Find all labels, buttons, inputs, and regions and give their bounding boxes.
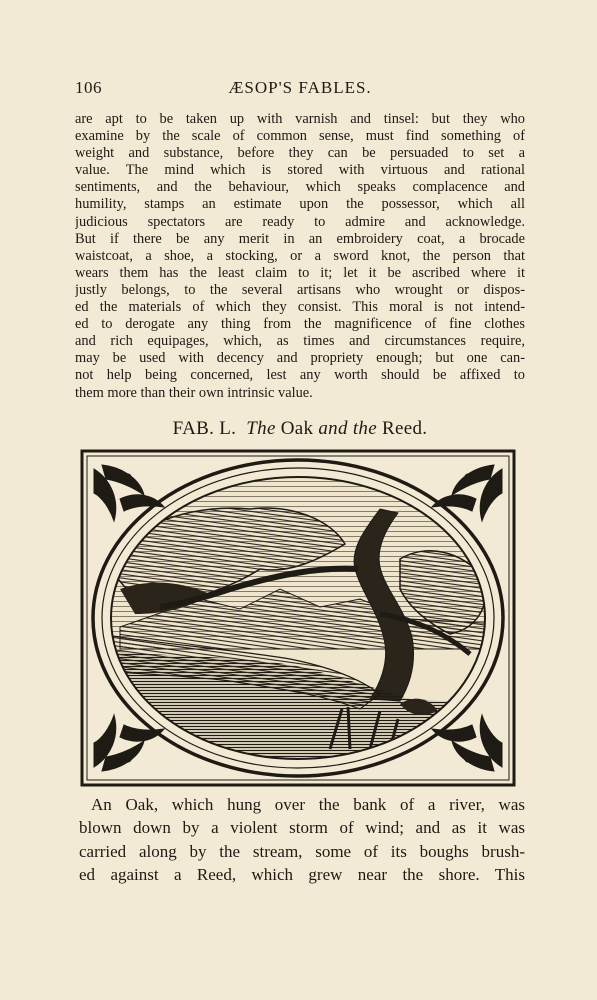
text-line: wears them has the least claim to it; let it be ascribed where it (75, 264, 525, 281)
text-line: justly belongs, to the several artisans who wrought or dispos- (75, 281, 525, 298)
title-word: The (246, 418, 276, 439)
text-line: are apt to be taken up with varnish and tinsel: but they who (75, 111, 525, 127)
text-line: But if there be any merit in an embroidery coat, a brocade (75, 230, 525, 247)
running-header (75, 78, 525, 100)
fable-story (79, 793, 525, 886)
text-line: ed against a Reed, which grew near the shore. This (79, 864, 525, 884)
woodcut-illustration (80, 449, 516, 787)
text-line: blown down by a violent storm of wind; and as it was (79, 818, 525, 838)
text-line: ed the materials of which they consist. This moral is not intend- (75, 299, 525, 316)
text-line: carried along by the stream, some of its boughs brush- (79, 841, 525, 861)
running-title: ÆSOP'S FABLES. (228, 78, 372, 97)
text-line: and rich equipages, which, as times and circumstances require, (75, 333, 525, 350)
text-line: them more than their own intrinsic value. (75, 384, 313, 401)
text-line: ed to derogate any thing from the magnificence of fine clothes (75, 316, 525, 333)
page-number: 106 (75, 78, 102, 97)
title-word: the (352, 418, 377, 439)
text-line: judicious spectators are ready to admire and acknowledge. (75, 213, 525, 230)
fable-title (75, 418, 525, 440)
text-line: may be used with decency and propriety enough; but one can- (75, 350, 525, 367)
text-line: examine by the scale of common sense, must find something of (75, 128, 525, 145)
text-line: An Oak, which hung over the bank of a river, was (91, 795, 525, 814)
fable-number: FAB. L. (172, 418, 237, 439)
title-word: Oak (280, 418, 314, 439)
title-word: and (318, 418, 348, 439)
text-line: not help being concerned, lest any worth should be affixed to (75, 367, 525, 384)
text-line: weight and substance, before they can be persuaded to set a (75, 145, 525, 162)
moral-paragraph (75, 111, 525, 402)
text-line: waistcoat, a shoe, a stocking, or a sword knot, the person that (75, 247, 525, 264)
text-line: sentiments, and the behaviour, which speaks complacence and (75, 179, 525, 196)
title-word: Reed. (382, 418, 428, 439)
text-line: value. The mind which is stored with virtuous and rational (75, 162, 525, 179)
text-line: humility, stamps an estimate upon the possessor, which all (75, 196, 525, 213)
